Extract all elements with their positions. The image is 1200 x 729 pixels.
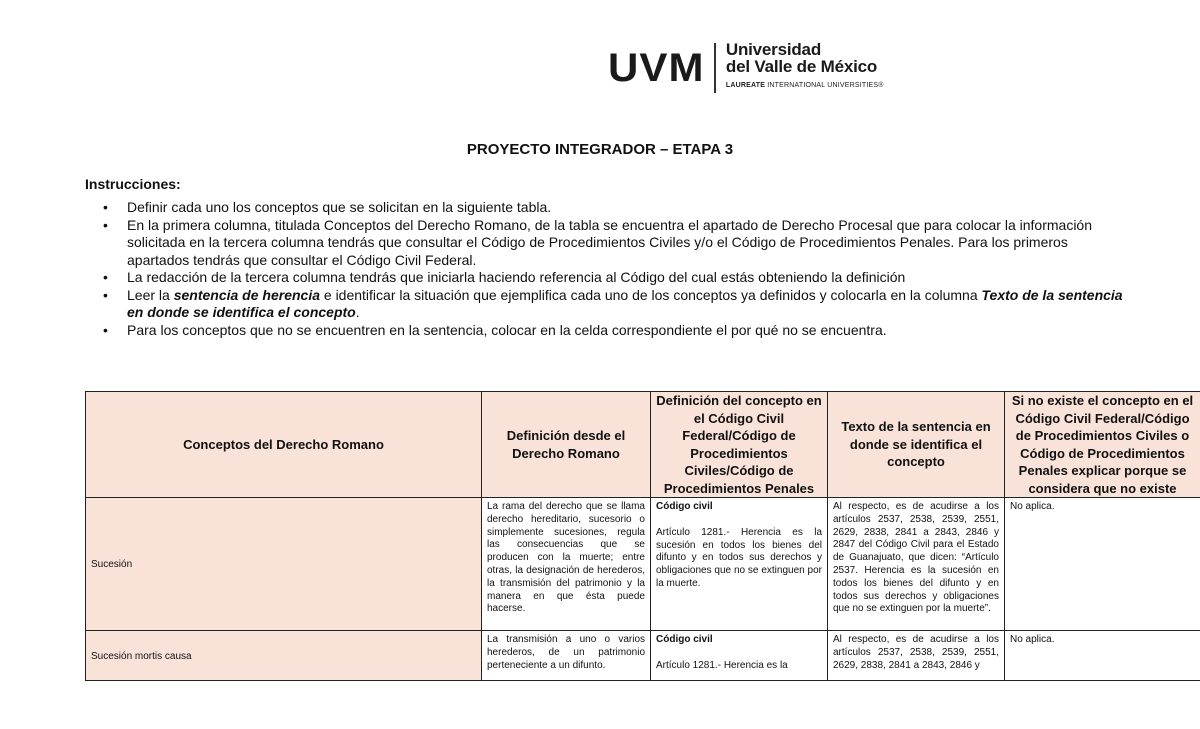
code-label: Código civil <box>656 634 713 645</box>
instruction-item: • Leer la sentencia de herencia e identificar la situación que ejemplifica cada uno de los conceptos ya definidos y colocarla en la columna Texto de la sentencia en donde se identifica el concepto. <box>85 287 1125 322</box>
not-exists-cell: No aplica. <box>1005 631 1200 681</box>
logo-divider <box>714 43 716 93</box>
logo-mark: UVM <box>608 46 705 90</box>
logo-university-name-line1: Universidad <box>725 40 822 59</box>
instruction-item: • En la primera columna, titulada Conceptos del Derecho Romano, de la tabla se encuentra el apartado de Derecho Procesal que para colocar la información solicitada en la tercera columna tendrás que consultar el Código de Procedimientos Civiles y/o el Código de Procedimientos Penales. Para los primeros apartados tendrás que consultar el Código Civil Federal. <box>85 217 1125 270</box>
logo-university-name-line2: del Valle de México <box>725 57 878 76</box>
instruction-item: • Definir cada uno los conceptos que se solicitan en la siguiente tabla. <box>85 199 1125 217</box>
concept-cell: Sucesión mortis causa <box>86 631 482 681</box>
code-definition-cell <box>651 631 828 681</box>
code-label: Código civil <box>656 501 713 512</box>
table-row <box>86 631 1200 681</box>
table-header-row <box>86 392 1200 498</box>
concept-cell: Sucesión <box>86 498 482 631</box>
concepts-table <box>85 391 1200 681</box>
instruction-item: • Para los conceptos que no se encuentren en la sentencia, colocar en la celda correspondiente el por qué no se encuentra. <box>85 322 1125 340</box>
header-roman-definition: Definición desde el Derecho Romano <box>482 392 651 498</box>
uvm-logo <box>608 40 884 96</box>
page-title: PROYECTO INTEGRADOR – ETAPA 3 <box>466 141 734 158</box>
code-text: Artículo 1281.- Herencia es la sucesión en todos los bienes del difunto y en todos sus derechos y obligaciones que no se extinguen por la muerte. <box>656 526 822 589</box>
header-concepts: Conceptos del Derecho Romano <box>86 392 482 498</box>
roman-definition-cell: La transmisión a uno o varios herederos, de un patrimonio perteneciente a un difunto. <box>482 631 651 681</box>
instructions-list <box>85 199 1125 339</box>
sentence-text-cell: Al respecto, es de acudirse a los artículos 2537, 2538, 2539, 2551, 2629, 2838, 2841 a 2843, 2846 y <box>828 631 1005 681</box>
instruction-item: • La redacción de la tercera columna tendrás que iniciarla haciendo referencia al Código del cual estás obteniendo la definición <box>85 269 1125 287</box>
code-text: Artículo 1281.- Herencia es la <box>656 659 788 671</box>
not-exists-cell: No aplica. <box>1005 498 1200 631</box>
code-definition-cell <box>651 498 828 631</box>
header-code-definition: Definición del concepto en el Código Civil Federal/Código de Procedimientos Civiles/Código de Procedimientos Penales <box>651 392 828 498</box>
header-sentence-text: Texto de la sentencia en donde se identifica el concepto <box>828 392 1005 498</box>
logo-laureate-line: LAUREATE INTERNATIONAL UNIVERSITIES® <box>725 82 884 89</box>
header-not-exists: Si no existe el concepto en el Código Civil Federal/Código de Procedimientos Civiles o Código de Procedimientos Penales explicar porque se considera que no existe <box>1005 392 1200 498</box>
instructions-heading: Instrucciones: <box>85 176 181 192</box>
table-row <box>86 498 1200 631</box>
sentence-text-cell: Al respecto, es de acudirse a los artículos 2537, 2538, 2539, 2551, 2629, 2838, 2841 a 2843, 2846 y 2847 del Código Civil para el Estado de Guanajuato, que dicen: “Artículo 2537. Herencia es la sucesión en todos los bienes del difunto y en todos sus derechos y obligaciones que no se extinguen por la muerte”. <box>828 498 1005 631</box>
logo-text <box>726 40 884 89</box>
roman-definition-cell: La rama del derecho que se llama derecho hereditario, sucesorio o simplemente sucesiones, regula las consecuencias que se producen con la muerte; entre otras, la designación de herederos, la transmisión del patrimonio y la manera en que ésta puede hacerse. <box>482 498 651 631</box>
